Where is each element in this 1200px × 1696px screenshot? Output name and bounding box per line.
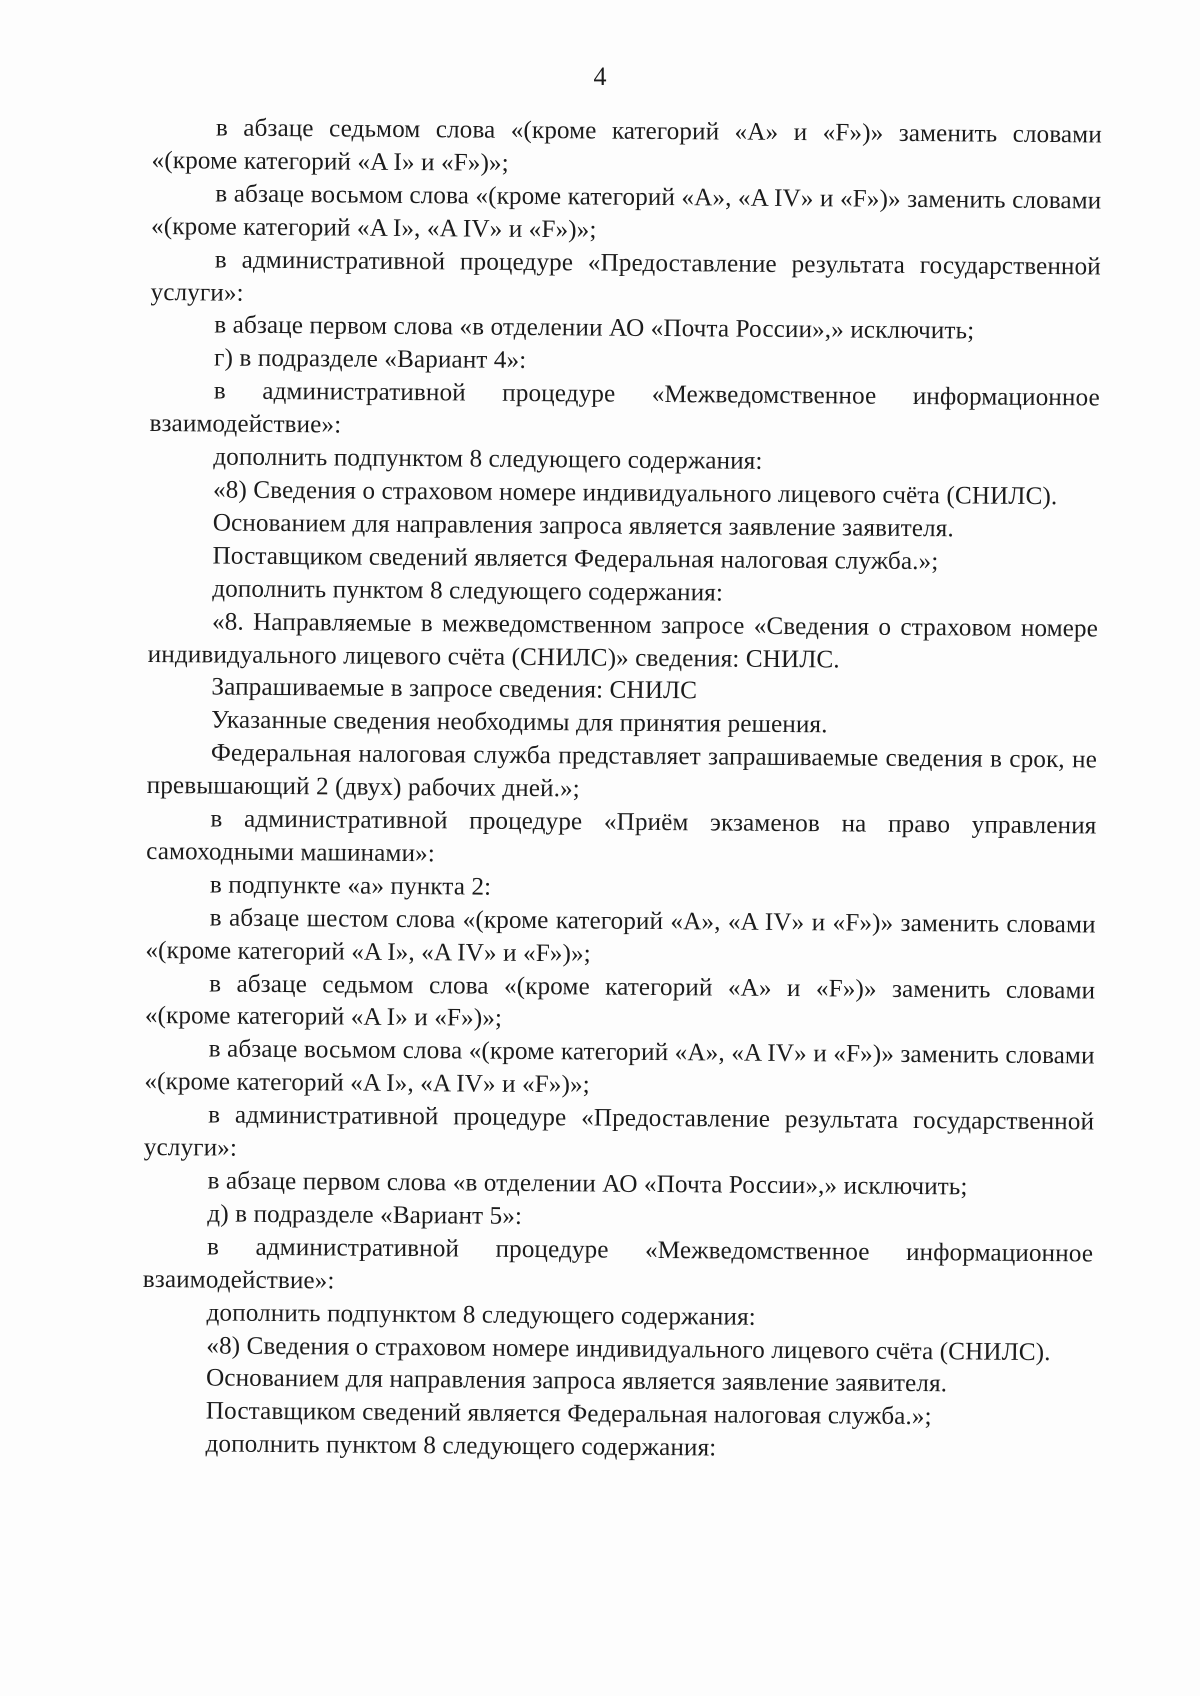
paragraph: в абзаце первом слова «в отделении АО «Почта России»,» исключить; (207, 1167, 968, 1201)
paragraph: дополнить подпунктом 8 следующего содержания: (206, 1299, 756, 1331)
paragraph: в абзаце восьмом слова «(кроме категорий «A», «A IV» и «F»)» заменить словами «(кроме категорий «A I», «A IV» и «F»)»; (144, 1035, 1095, 1099)
paragraph: Федеральная налоговая служба представляет запрашиваемые сведения в срок, не превышающий 2 (двух) рабочих дней.»; (146, 739, 1098, 803)
paragraph: в административной процедуре «Межведомственное информационное взаимодействие»: (142, 1233, 1094, 1295)
paragraph: в абзаце восьмом слова «(кроме категорий «A», «A IV» и «F»)» заменить словами «(кроме категорий «A I», «A IV» и «F»)»; (150, 180, 1102, 244)
paragraph: в абзаце шестом слова «(кроме категорий «A», «A IV» и «F»)» заменить словами «(кроме категорий «A I», «A IV» и «F»)»; (145, 904, 1096, 968)
paragraph: в абзаце первом слова «в отделении АО «Почта России»,» исключить; (214, 311, 975, 345)
paragraph: в административной процедуре «Приём экзаменов на право управления самоходными машинами»: (146, 805, 1097, 868)
paragraph: в абзаце седьмом слова «(кроме категорий «A» и «F»)» заменить словами «(кроме категорий «A I» и «F»)»; (151, 114, 1102, 177)
paragraph: Поставщиком сведений является Федеральная налоговая служба.»; (205, 1397, 932, 1431)
subsection-heading: д) в подразделе «Вариант 5»: (207, 1200, 523, 1230)
paragraph: в абзаце седьмом слова «(кроме категорий «A» и «F»)» заменить словами «(кроме категорий «A I» и «F»)»; (144, 970, 1096, 1033)
paragraph: Указанные сведения необходимы для принятия решения. (211, 706, 828, 739)
paragraph: Основанием для направления запроса является заявление заявителя. (205, 1364, 948, 1398)
paragraph: «8) Сведения о страховом номере индивидуального лицевого счёта (СНИЛС). (206, 1331, 1051, 1366)
paragraph: «8. Направляемые в межведомственном запросе «Сведения о страховом номере индивидуального лицевого счёта (СНИЛС)» сведения: СНИЛС. (147, 608, 1099, 673)
paragraph: в административной процедуре «Предоставление результата государственной услуги»: (150, 246, 1101, 307)
paragraph: Основанием для направления запроса является заявление заявителя. (212, 509, 954, 543)
paragraph: Запрашиваемые в запросе сведения: СНИЛС (211, 673, 698, 705)
paragraph: Поставщиком сведений является Федеральная налоговая служба.»; (212, 542, 939, 575)
document-body (141, 112, 1102, 1469)
paragraph: дополнить пунктом 8 следующего содержания: (205, 1430, 717, 1462)
paragraph: в административной процедуре «Межведомственное информационное взаимодействие»: (149, 377, 1100, 439)
paragraph: «8) Сведения о страховом номере индивидуального лицевого счёта (СНИЛС). (212, 476, 1058, 511)
page-number: 4 (593, 62, 607, 91)
paragraph: в административной процедуре «Предоставление результата государственной услуги»: (143, 1101, 1095, 1162)
subsection-heading: г) в подразделе «Вариант 4»: (213, 344, 527, 375)
paragraph: дополнить пунктом 8 следующего содержания: (212, 575, 724, 607)
paragraph: дополнить подпунктом 8 следующего содержания: (213, 443, 763, 475)
paragraph: в подпункте «а» пункта 2: (209, 871, 492, 901)
